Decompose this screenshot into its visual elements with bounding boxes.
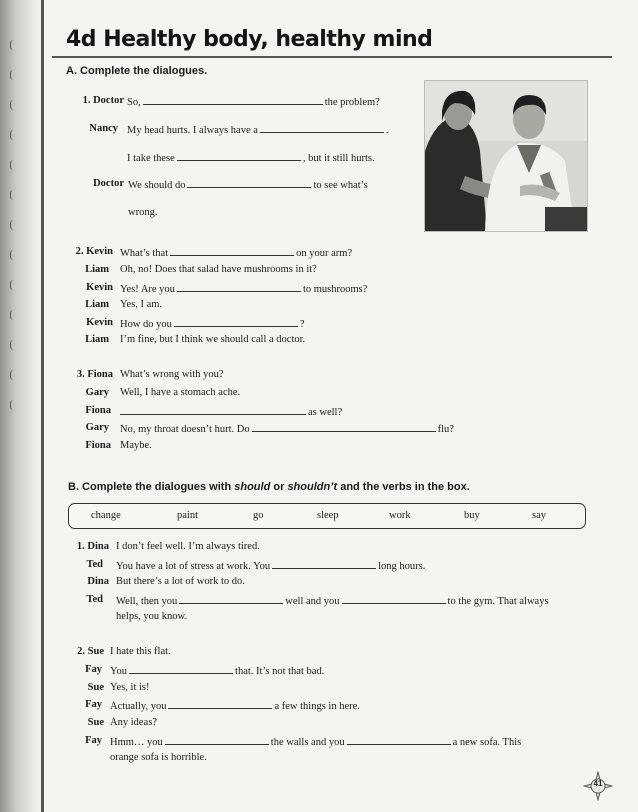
answer-blank[interactable] — [272, 558, 376, 569]
binding-mark — [10, 40, 17, 50]
speaker-label: Fay — [85, 735, 102, 746]
speaker-label: Ted — [86, 559, 103, 570]
dialogue-line: Yes! Are you to mushrooms? — [120, 281, 367, 297]
word-box-item: paint — [177, 510, 198, 521]
doctor-patient-photo — [424, 80, 588, 232]
answer-blank[interactable] — [170, 245, 294, 256]
answer-blank[interactable] — [187, 177, 311, 188]
speaker-label: Sue — [87, 682, 104, 693]
speaker-label: Fay — [85, 664, 102, 675]
answer-blank[interactable] — [177, 281, 301, 292]
answer-blank[interactable] — [342, 593, 446, 604]
speaker-label: Fiona — [85, 405, 111, 416]
word-box-item: sleep — [317, 510, 339, 521]
dialogue-line: You that. It’s not that bad. — [110, 663, 324, 679]
dialogue-line: No, my throat doesn’t hurt. Do flu? — [120, 421, 454, 437]
dialogue-line: My head hurts. I always have a . — [127, 122, 389, 138]
speaker-label: Nancy — [89, 123, 118, 134]
dialogue-line: I hate this flat. — [110, 646, 171, 657]
dialogue-line: I’m fine, but I think we should call a doctor. — [120, 334, 306, 345]
speaker-label: Sue — [87, 717, 104, 728]
dialogue-line: Yes, it is! — [110, 682, 150, 693]
word-box-item: say — [532, 510, 546, 521]
binding-mark — [10, 70, 17, 80]
binding-mark — [10, 220, 17, 230]
dialogue-line: How do you ? — [120, 316, 305, 332]
speaker-label: Ted — [86, 594, 103, 605]
word-box-item: go — [253, 510, 264, 521]
page-title: 4d Healthy body, healthy mind — [66, 27, 433, 52]
speaker-label: Fiona — [85, 440, 111, 451]
binding-mark — [10, 340, 17, 350]
spine-edge-line — [41, 0, 44, 812]
dialogue-number: 1. Doctor — [82, 95, 124, 106]
answer-blank[interactable] — [168, 698, 272, 709]
title-divider — [52, 56, 612, 58]
speaker-label: Gary — [85, 422, 109, 433]
speaker-label: Kevin — [86, 282, 113, 293]
speaker-label: Liam — [85, 299, 109, 310]
dialogue-line: What’s that on your arm? — [120, 245, 352, 261]
book-spine-shadow — [0, 0, 42, 812]
binding-mark — [10, 130, 17, 140]
speaker-label: Dina — [87, 576, 109, 587]
page-number: 41 — [593, 779, 603, 788]
dialogue-line: Oh, no! Does that salad have mushrooms in it? — [120, 264, 317, 275]
dialogue-line: Actually, you a few things in here. — [110, 698, 360, 714]
word-box-item: buy — [464, 510, 480, 521]
dialogue-line: We should do to see what’s — [128, 177, 368, 193]
dialogue-line: Maybe. — [120, 440, 152, 451]
speaker-label: Liam — [85, 334, 109, 345]
dialogue-line: helps, you know. — [116, 611, 188, 622]
binding-mark — [10, 280, 17, 290]
answer-blank[interactable] — [260, 122, 384, 133]
dialogue-line: as well? — [120, 404, 342, 420]
dialogue-number: 3. Fiona — [76, 369, 113, 380]
dialogue-number: 1. Dina — [76, 541, 109, 552]
dialogue-line: Hmm… you the walls and you a new sofa. This — [110, 734, 521, 750]
binding-mark — [10, 400, 17, 410]
dialogue-line: Any ideas? — [110, 717, 157, 728]
answer-blank[interactable] — [143, 94, 323, 105]
answer-blank[interactable] — [177, 150, 301, 161]
binding-mark — [10, 160, 17, 170]
dialogue-line: Yes, I am. — [120, 299, 163, 310]
section-b-heading: B. Complete the dialogues with should or shouldn’t and the verbs in the box. — [68, 481, 470, 493]
speaker-label: Liam — [85, 264, 109, 275]
binding-mark — [10, 100, 17, 110]
dialogue-line: Well, I have a stomach ache. — [120, 387, 241, 398]
dialogue-line: So, the problem? — [127, 94, 380, 110]
dialogue-line: I don’t feel well. I’m always tired. — [116, 541, 260, 552]
binding-mark — [10, 190, 17, 200]
word-box-item: work — [389, 510, 411, 521]
answer-blank[interactable] — [347, 734, 451, 745]
word-box-item: change — [91, 510, 121, 521]
speaker-label: Kevin — [86, 317, 113, 328]
answer-blank[interactable] — [179, 593, 283, 604]
dialogue-line: But there’s a lot of work to do. — [116, 576, 245, 587]
answer-blank[interactable] — [174, 316, 298, 327]
answer-blank[interactable] — [129, 663, 233, 674]
page-number-badge — [583, 771, 613, 801]
dialogue-number: 2. Kevin — [75, 246, 113, 257]
dialogue-line: Well, then you well and you to the gym. That always — [116, 593, 549, 609]
binding-mark — [10, 310, 17, 320]
answer-blank[interactable] — [120, 404, 306, 415]
speaker-label: Fay — [85, 699, 102, 710]
speaker-label: Doctor — [93, 178, 124, 189]
binding-mark — [10, 250, 17, 260]
speaker-label: Gary — [85, 387, 109, 398]
dialogue-line: You have a lot of stress at work. You long hours. — [116, 558, 425, 574]
dialogue-line: wrong. — [128, 207, 158, 218]
dialogue-line: I take these , but it still hurts. — [127, 150, 375, 166]
section-a-heading: A. Complete the dialogues. — [66, 65, 208, 77]
dialogue-line: What’s wrong with you? — [120, 369, 224, 380]
binding-mark — [10, 370, 17, 380]
answer-blank[interactable] — [165, 734, 269, 745]
dialogue-line: orange sofa is horrible. — [110, 752, 207, 763]
dialogue-number: 2. Sue — [77, 646, 104, 657]
answer-blank[interactable] — [252, 421, 436, 432]
word-box — [68, 503, 586, 529]
